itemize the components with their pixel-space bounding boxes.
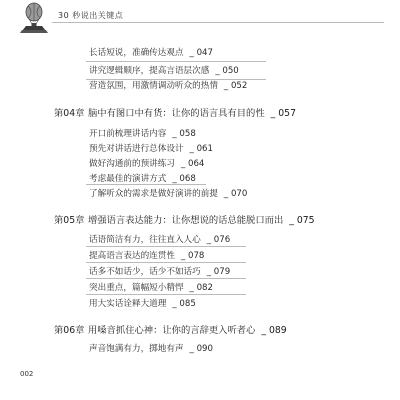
chapter-title: 用嗓音抓住心神：让你的言辞更入听者心 xyxy=(88,325,256,336)
toc-entry[interactable] xyxy=(89,187,247,199)
toc-entry[interactable] xyxy=(89,157,204,169)
chapter-number: 第04章 xyxy=(54,108,85,119)
entry-underline xyxy=(86,246,246,247)
toc-entry-page: _ 068 xyxy=(172,174,196,184)
toc-entry-title: 突出重点，篇幅短小精悍 xyxy=(89,283,184,293)
entry-underline xyxy=(86,184,206,185)
toc-entry[interactable] xyxy=(89,265,230,277)
toc-entry[interactable] xyxy=(89,64,239,76)
toc-entry[interactable] xyxy=(89,79,247,91)
page-number: 002 xyxy=(20,370,34,378)
chapter-page: _ 057 xyxy=(270,108,297,119)
toc-entry-page: _ 052 xyxy=(223,81,248,91)
chapter-heading[interactable] xyxy=(54,322,287,336)
chapter-page: _ 089 xyxy=(261,325,287,336)
toc-entry[interactable] xyxy=(89,127,196,139)
chapter-heading[interactable] xyxy=(54,105,296,119)
toc-entry[interactable] xyxy=(89,142,213,154)
toc-entry-title: 话多不如话少，话少不如话巧 xyxy=(89,267,201,277)
chapter-number: 第05章 xyxy=(54,215,85,226)
chapter-title: 增强语言表达能力：让你想说的话总能脱口而出 xyxy=(88,215,284,226)
toc-entry-title: 用大实话诠释大道理 xyxy=(89,299,167,309)
toc-entry-title: 开口前梳理讲话内容 xyxy=(89,129,167,139)
toc-entry-page: _ 076 xyxy=(206,235,231,245)
book-title: 30 秒说出关键点 xyxy=(58,11,124,20)
toc-entry-page: _ 070 xyxy=(223,189,248,199)
toc-entry-page: _ 085 xyxy=(172,299,196,309)
toc-entry-page: _ 061 xyxy=(189,144,213,154)
toc-entry-title: 考虑最佳的演讲方式 xyxy=(89,174,167,184)
toc-entry[interactable] xyxy=(89,46,213,58)
toc-entry[interactable] xyxy=(89,342,213,354)
toc-entry[interactable] xyxy=(89,172,196,184)
toc-entry-title: 提高语言表达的连贯性 xyxy=(89,251,175,261)
chapter-page: _ 075 xyxy=(289,215,315,226)
toc-entry-title: 话语简洁有力，往往直入人心 xyxy=(89,235,201,245)
entry-underline xyxy=(86,294,246,295)
toc-entry-page: _ 064 xyxy=(180,159,205,169)
toc-entry-title: 预先对讲话进行总体设计 xyxy=(89,144,184,154)
chapter-heading[interactable] xyxy=(54,212,315,226)
toc-entry-title: 了解听众的需求是做好演讲的前提 xyxy=(89,189,218,199)
toc-entry[interactable] xyxy=(89,281,213,293)
entry-underline xyxy=(86,278,246,279)
toc-entry-title: 声音饱满有力，掷地有声 xyxy=(89,344,184,354)
entry-underline xyxy=(86,262,246,263)
toc-entry-page: _ 082 xyxy=(189,283,213,293)
toc-entry-title: 长话短说，准确传达观点 xyxy=(89,48,184,58)
toc-entry-page: _ 078 xyxy=(180,251,205,261)
toc-entry-title: 做好沟通前的预讲练习 xyxy=(89,159,175,169)
toc-entry-title: 讲究逻辑顺序，提高言语层次感 xyxy=(89,66,210,76)
toc-entry[interactable] xyxy=(89,249,204,261)
toc-entry-title: 营造氛围，用激情调动听众的热情 xyxy=(89,81,218,91)
toc-entry-page: _ 079 xyxy=(206,267,231,277)
chapter-title: 脑中有图口中有货：让你的语言具有目的性 xyxy=(88,108,265,119)
toc-entry[interactable] xyxy=(89,297,196,309)
toc-entry-page: _ 047 xyxy=(189,48,213,58)
entry-underline xyxy=(86,61,266,62)
toc-entry-page: _ 050 xyxy=(215,66,239,76)
chapter-number: 第06章 xyxy=(54,325,85,336)
toc-entry[interactable] xyxy=(89,233,230,245)
toc-entry-page: _ 058 xyxy=(172,129,196,139)
toc-entry-page: _ 090 xyxy=(189,344,213,354)
